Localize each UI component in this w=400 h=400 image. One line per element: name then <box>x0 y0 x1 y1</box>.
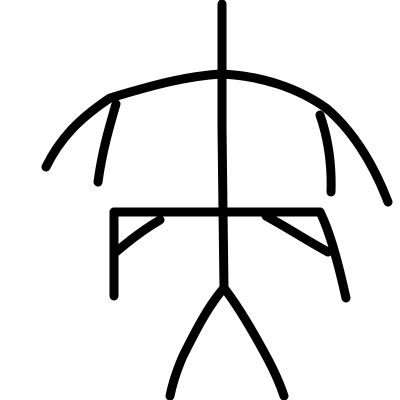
right-leg-stroke <box>224 288 284 396</box>
left-leg-stroke <box>170 288 224 396</box>
right-brace-stroke <box>266 216 328 252</box>
left-brace-stroke <box>116 220 160 252</box>
right-inner-stroke <box>320 115 331 192</box>
left-inner-stroke <box>98 104 116 182</box>
right-drop-stroke <box>320 212 346 298</box>
central-stem-stroke <box>222 4 224 288</box>
